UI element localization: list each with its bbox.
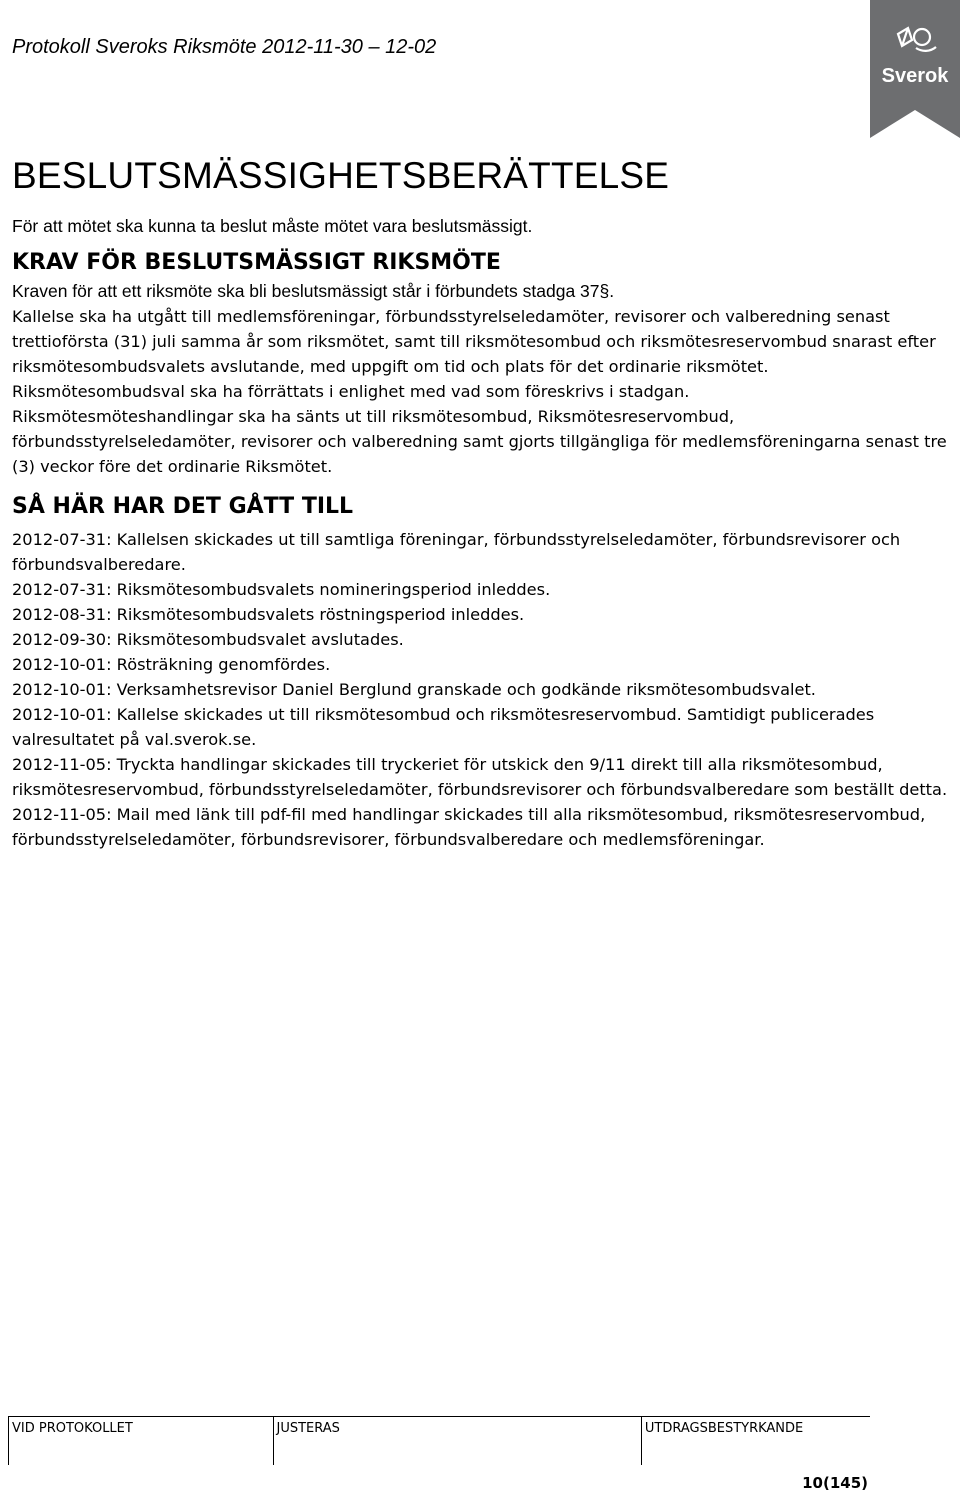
- timeline-list: [12, 527, 952, 852]
- krav-paragraph-handlingar: Riksmötesmöteshandlingar ska ha sänts ut till riksmötesombud, Riksmötesreservombud, förbundsstyrelseledamöter, revisorer och valberedning samt gjorts tillgängliga för medlemsföreningarna senast tre (3) veckor före det ordinarie Riksmötet.: [12, 407, 947, 476]
- timeline-item: 2012-10-01: Rösträkning genomfördes.: [12, 655, 331, 674]
- krav-paragraph-kallelse: Kallelse ska ha utgått till medlemsföreningar, förbundsstyrelseledamöter, revisorer och valberedning senast trettioförsta (31) juli samma år som riksmötet, samt till riksmötesombud och riksmötesreservombud snarast efter riksmötesombudsvalets avslutande, med uppgift om tid och plats för det ordinarie riksmötet.: [12, 307, 936, 376]
- footer-cell-utdragsbestyrkande: UTDRAGSBESTYRKANDE: [641, 1417, 870, 1466]
- timeline-item: 2012-07-31: Kallelsen skickades ut till samtliga föreningar, förbundsstyrelseledamöter, förbundsrevisorer och förbundsvalberedare.: [12, 530, 901, 574]
- intro-paragraph: För att mötet ska kunna ta beslut måste mötet vara beslutsmässigt.: [12, 216, 533, 236]
- timeline-item: 2012-11-05: Tryckta handlingar skickades till tryckeriet för utskick den 9/11 direkt till alla riksmötesombud, riksmötesreservombud, förbundsstyrelseledamöter, förbundsrevisorer och förbundsvalberedare som beställt detta.: [12, 755, 948, 799]
- timeline-item: 2012-11-05: Mail med länk till pdf-fil med handlingar skickades till alla riksmötesombud, riksmötesreservombud, förbundsstyrelseledamöter, förbundsrevisorer, förbundsvalberedare och medlemsföreningar.: [12, 805, 926, 849]
- timeline-item: 2012-07-31: Riksmötesombudsvalets nomineringsperiod inleddes.: [12, 580, 551, 599]
- timeline-item: 2012-10-01: Verksamhetsrevisor Daniel Berglund granskade och godkände riksmötesombudsvalet.: [12, 680, 816, 699]
- sverok-logo-text: Sverok: [881, 65, 949, 87]
- footer-cell-vid-protokollet: VID PROTOKOLLET: [9, 1417, 274, 1466]
- timeline-item: 2012-08-31: Riksmötesombudsvalets röstningsperiod inleddes.: [12, 605, 525, 624]
- timeline-item: 2012-10-01: Kallelse skickades ut till riksmötesombud och riksmötesreservombud. Samtidigt publicerades valresultatet på val.sverok.se.: [12, 705, 875, 749]
- krav-paragraph-stadga: Kraven för att ett riksmöte ska bli beslutsmässigt står i förbundets stadga 37§.: [12, 281, 615, 301]
- krav-paragraph-ombudsval: Riksmötesombudsval ska ha förrättats i enlighet med vad som föreskrivs i stadgan.: [12, 382, 690, 401]
- document-body: [12, 150, 952, 852]
- sverok-logo-icon: [870, 0, 960, 138]
- footer-cell-justeras: JUSTERAS: [273, 1417, 641, 1466]
- section-heading-sa-har: SÅ HÄR HAR DET GÅTT TILL: [12, 494, 354, 519]
- section-heading-beslutsmassighet: BESLUTSMÄSSIGHETSBERÄTTELSE: [12, 155, 670, 196]
- timeline-item: 2012-09-30: Riksmötesombudsvalet avslutades.: [12, 630, 404, 649]
- page-number: 10(145): [802, 1474, 868, 1492]
- section-heading-krav: KRAV FÖR BESLUTSMÄSSIGT RIKSMÖTE: [12, 250, 501, 275]
- signature-footer-table: [8, 1416, 870, 1465]
- sverok-logo: [870, 0, 960, 138]
- document-header-title: Protokoll Sveroks Riksmöte 2012-11-30 – 12-02: [12, 36, 437, 58]
